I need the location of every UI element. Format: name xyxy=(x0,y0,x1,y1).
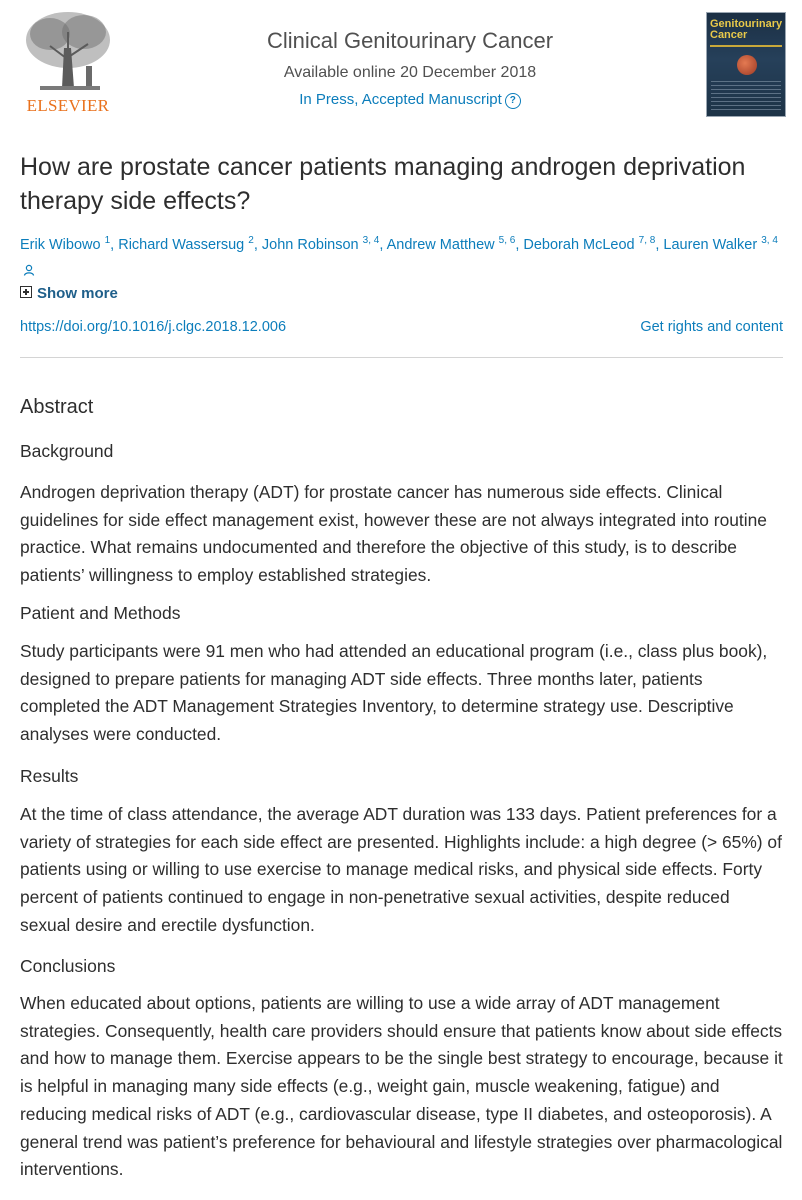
author-name[interactable]: Lauren Walker xyxy=(663,237,758,253)
section-heading-conclusions: Conclusions xyxy=(20,956,116,976)
author-link[interactable] xyxy=(118,237,254,253)
section-text-results: At the time of class attendance, the average ADT duration was 133 days. Patient preferences for a variety of strategies for each side effect are presented. Highlights include: a high degree (> 65%) of patients using or willing to use exercise to manage medical risks, and physical side effects. Forty percent of patients continued to engage in non-penetrative sexual activities, despite reduced sexual desire and erectile dysfunction. xyxy=(20,804,782,935)
journal-cover-image[interactable] xyxy=(706,12,786,117)
person-icon[interactable] xyxy=(23,259,35,285)
section-heading-results: Results xyxy=(20,766,79,786)
affiliation-sup[interactable]: 2 xyxy=(248,235,254,246)
manuscript-status[interactable] xyxy=(160,91,660,109)
author-name[interactable]: Erik Wibowo xyxy=(20,237,101,253)
affiliation-sup[interactable]: 1 xyxy=(104,235,111,246)
cover-title: Genitourinary Cancer xyxy=(710,18,783,41)
author-list: Erik Wibowo $^1$, Richard Wassersug $^2$, John Robinson $^{3, 4}$, Andrew Matthew $^{5, 6}$, Deborah McLeod $^{7, 8}$, Lauren Walker $^{3, 4}$ xyxy=(20,228,785,285)
affiliation-sup[interactable]: 3, 4 xyxy=(362,235,380,246)
journal-header xyxy=(0,0,802,130)
section-text-background: Androgen deprivation therapy (ADT) for prostate cancer has numerous side effects. Clinical guidelines for side effect management exist, however these are not always integrated into routine practice. What remains undocumented and therefore the objective of this study, is to describe patients’ willingness to employ established strategies. xyxy=(20,482,767,586)
show-more-button[interactable] xyxy=(20,285,118,302)
plus-box-icon[interactable] xyxy=(20,286,32,298)
section-heading-background: Background xyxy=(20,441,114,461)
tree-icon xyxy=(20,8,116,98)
affiliation-sup[interactable]: 7, 8 xyxy=(638,235,656,246)
journal-title[interactable]: Clinical Genitourinary Cancer xyxy=(266,28,554,53)
author-name[interactable]: Deborah McLeod xyxy=(523,237,635,253)
author-link[interactable] xyxy=(663,237,777,253)
author-link[interactable] xyxy=(523,237,655,253)
show-more-label[interactable]: Show more xyxy=(37,285,118,302)
section-text-methods: Study participants were 91 men who had attended an educational program (i.e., class plus book), designed to prepare patients for managing ADT side effects. Three months later, patients completed the ADT Management Strategies Inventory, to determine strategy use. Descriptive analyses were conducted. xyxy=(20,641,768,745)
question-circle-icon[interactable]: ? xyxy=(505,93,521,109)
manuscript-status-label[interactable]: In Press, Accepted Manuscript xyxy=(299,91,502,108)
rights-link[interactable]: Get rights and content xyxy=(640,319,783,335)
cover-rule xyxy=(710,45,782,47)
author-name[interactable]: John Robinson xyxy=(261,237,359,253)
affiliation-sup[interactable]: 5, 6 xyxy=(498,235,516,246)
article-title: How are prostate cancer patients managing androgen deprivation therapy side effects? xyxy=(20,153,746,215)
author-link[interactable] xyxy=(262,237,379,253)
cover-contents-lines xyxy=(711,81,781,113)
author-link[interactable] xyxy=(387,237,516,253)
available-online-date: Available online 20 December 2018 xyxy=(283,64,537,81)
abstract-heading: Abstract xyxy=(20,396,94,418)
section-text-conclusions: When educated about options, patients are willing to use a wide array of ADT management strategies. Consequently, health care providers should ensure that patients know about side effects and how to manage them. Exercise appears to be the single best strategy to encourage, because it is helpful in managing many side effects (e.g., weight gain, muscle weakening, fatigue) and reducing medical risks of ADT (e.g., cardiovascular disease, type II diabetes, and osteoporosis). A general trend was patient’s preference for behavioural and lifestyle strategies over pharmacological interventions. xyxy=(20,993,783,1180)
section-heading-methods: Patient and Methods xyxy=(20,603,181,623)
author-link[interactable] xyxy=(20,237,110,253)
author-name[interactable]: Andrew Matthew xyxy=(386,237,495,253)
doi-link[interactable]: https://doi.org/10.1016/j.clgc.2018.12.006 xyxy=(20,319,287,335)
publisher-wordmark: ELSEVIER xyxy=(26,96,110,115)
cover-illustration xyxy=(737,55,757,75)
affiliation-sup[interactable]: 3, 4 xyxy=(761,235,778,246)
author-name[interactable]: Richard Wassersug xyxy=(118,237,245,253)
section-divider xyxy=(20,357,783,358)
